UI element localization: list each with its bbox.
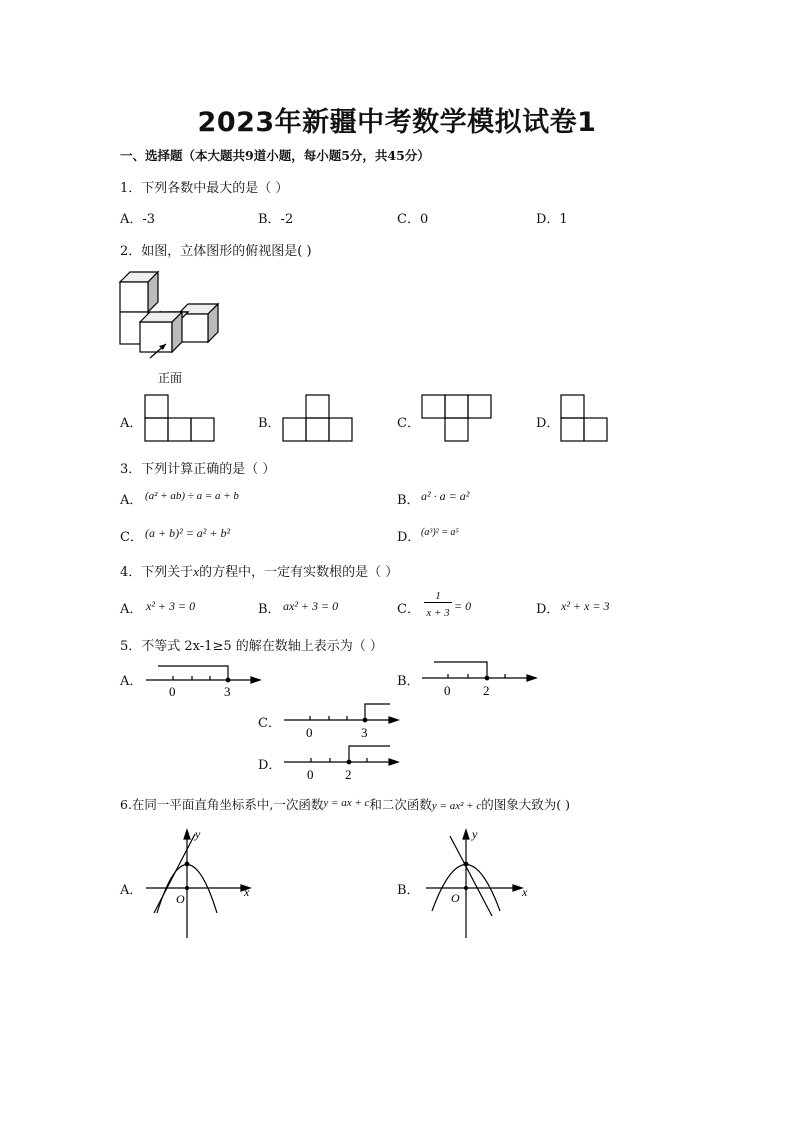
q5-a-label-0: 0 bbox=[169, 684, 176, 699]
page-title: 2023年新疆中考数学模拟试卷1 bbox=[197, 107, 597, 138]
q2-option-a-figure bbox=[143, 393, 219, 445]
q6-a-line bbox=[154, 834, 195, 913]
front-label: 正面 bbox=[158, 371, 183, 385]
q6-a-axis-x: x bbox=[244, 885, 250, 899]
q4-option-a: A． bbox=[120, 602, 143, 617]
q6-graph-a bbox=[140, 826, 260, 940]
q3-expr-b: a² · a = a² bbox=[421, 489, 470, 503]
q6-a-axis-y: y bbox=[195, 827, 201, 841]
q6-option-a: A． bbox=[120, 883, 143, 898]
q5-b-label-0: 0 bbox=[444, 683, 451, 698]
q6-func-linear: y = ax + c bbox=[323, 797, 370, 809]
q6-func-quad: y = ax² + c bbox=[431, 800, 482, 812]
q3-option-a: A． bbox=[120, 493, 143, 508]
q3-option-c: C． bbox=[120, 530, 143, 545]
q4-option-c: C． bbox=[397, 602, 420, 617]
q5-d-label-0: 0 bbox=[307, 767, 314, 782]
q3-expr-c: (a + b)² = a² + b² bbox=[145, 526, 231, 540]
q2-option-b: B． bbox=[258, 416, 281, 431]
q2-option-b-figure bbox=[281, 393, 357, 445]
q5-option-a: A． bbox=[120, 674, 143, 689]
q5-a-label-3: 3 bbox=[224, 684, 231, 699]
q4-expr-c-tail: = 0 bbox=[454, 599, 472, 613]
q5-c-label-0: 0 bbox=[306, 725, 313, 740]
q6-a-origin: O bbox=[176, 892, 185, 906]
question-5-stem: 5．不等式 2x-1≥5 的解在数轴上表示为（ ） bbox=[120, 639, 383, 654]
q4-expr-d: x² + x = 3 bbox=[561, 599, 610, 613]
question-6-stem bbox=[120, 795, 570, 813]
q6-graph-b bbox=[420, 826, 540, 940]
q5-number-line-a bbox=[140, 660, 270, 700]
q2-option-c-figure bbox=[420, 393, 496, 445]
q5-b-label-2: 2 bbox=[483, 683, 490, 698]
q6-stem-mid: 和二次函数 bbox=[369, 797, 432, 812]
q2-option-c: C． bbox=[397, 416, 420, 431]
question-1-stem: 1．下列各数中最大的是（ ） bbox=[120, 181, 289, 196]
q6-b-axis-x: x bbox=[522, 885, 528, 899]
q6-stem-post: 的图象大致为( ) bbox=[481, 797, 570, 812]
q4-option-d: D． bbox=[536, 602, 560, 617]
q5-c-label-3: 3 bbox=[361, 725, 368, 740]
q4-expr-c-denominator: x + 3 bbox=[426, 607, 450, 619]
q6-option-b: B． bbox=[397, 883, 420, 898]
q1-option-a: A．-3 bbox=[120, 212, 156, 227]
section-heading: 一、选择题（本大题共9道小题，每小题5分，共45分） bbox=[120, 148, 430, 163]
question-4-stem bbox=[120, 561, 398, 580]
q5-option-d: D． bbox=[258, 758, 282, 773]
q3-expr-a: (a² + ab) ÷ a = a + b bbox=[145, 490, 239, 502]
solid-figure-diagram bbox=[110, 266, 230, 388]
q1-option-c: C．0 bbox=[397, 212, 429, 227]
q2-option-d: D． bbox=[536, 416, 560, 431]
q3-option-d: D． bbox=[397, 530, 421, 545]
q1-option-b: B．-2 bbox=[258, 212, 294, 227]
q3-expr-d: (a³)² = a⁵ bbox=[421, 527, 459, 538]
q4-option-b: B． bbox=[258, 602, 281, 617]
q3-option-b: B． bbox=[397, 493, 420, 508]
q4-stem-var: x bbox=[193, 564, 200, 579]
q5-number-line-b bbox=[418, 658, 542, 700]
q5-option-c: C． bbox=[258, 716, 281, 731]
q4-expr-a: x² + 3 = 0 bbox=[146, 599, 196, 613]
q5-number-line-d bbox=[280, 742, 404, 784]
q4-expr-b: ax² + 3 = 0 bbox=[283, 599, 339, 613]
q1-option-d: D．1 bbox=[536, 212, 568, 227]
q5-option-b: B． bbox=[397, 674, 420, 689]
q6-b-origin: O bbox=[451, 891, 460, 905]
question-3-stem: 3．下列计算正确的是（ ） bbox=[120, 462, 276, 477]
q4-stem-pre: 4．下列关于 bbox=[120, 565, 194, 580]
q4-expr-c-numerator: 1 bbox=[424, 590, 452, 603]
q4-stem-post: 的方程中，一定有实数根的是（ ） bbox=[199, 565, 399, 580]
q2-option-a: A． bbox=[120, 416, 143, 431]
q5-d-label-2: 2 bbox=[345, 767, 352, 782]
question-2-stem: 2．如图，立体图形的俯视图是( ) bbox=[120, 244, 312, 259]
q2-option-d-figure bbox=[559, 393, 613, 445]
q6-stem-pre: 6.在同一平面直角坐标系中,一次函数 bbox=[120, 797, 324, 812]
q5-number-line-c bbox=[280, 700, 404, 742]
q6-b-axis-y: y bbox=[472, 827, 478, 841]
